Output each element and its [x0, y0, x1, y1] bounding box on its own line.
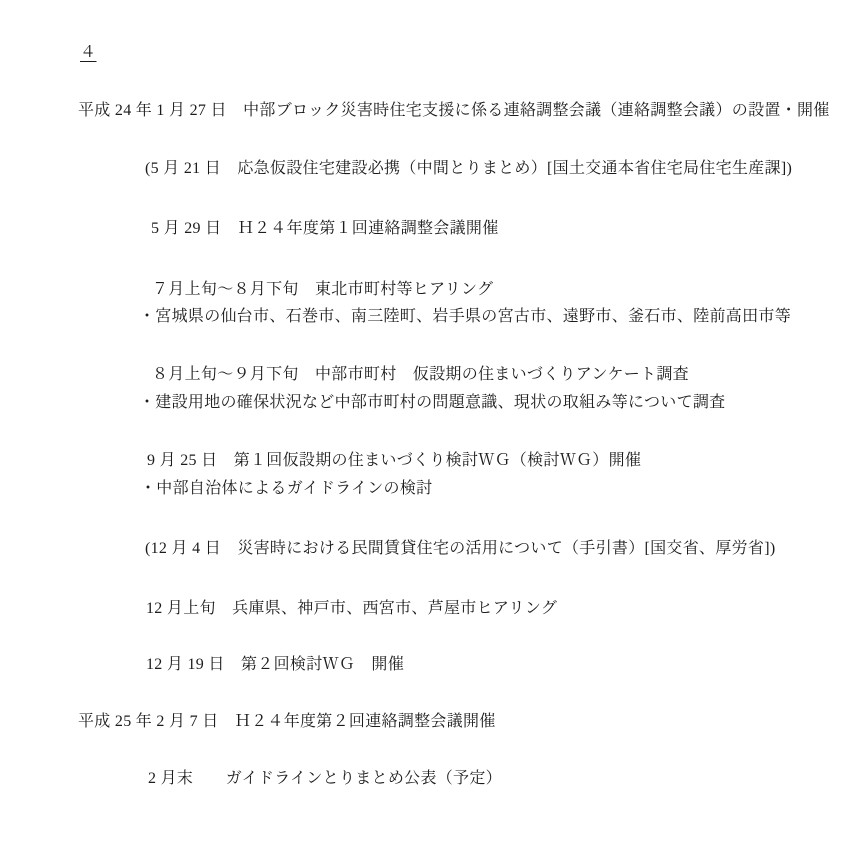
- timeline-entry: 9 月 25 日 第１回仮設期の住まいづくり検討ＷＧ（検討ＷＧ）開催: [147, 452, 642, 469]
- timeline-entry: 12 月上旬 兵庫県、神戸市、西宮市、芦屋市ヒアリング: [146, 600, 558, 617]
- timeline-note: (12 月 4 日 災害時における民間賃貸住宅の活用について（手引書）[国交省、厚労省]): [145, 540, 776, 557]
- timeline-entry: ７月上旬～８月下旬 東北市町村等ヒアリング: [152, 281, 494, 298]
- timeline-entry: 5 月 29 日 Ｈ２４年度第１回連絡調整会議開催: [151, 220, 499, 237]
- timeline-entry: 2 月末 ガイドラインとりまとめ公表（予定）: [148, 770, 502, 787]
- timeline-note: (5 月 21 日 応急仮設住宅建設必携（中間とりまとめ）[国土交通本省住宅局住宅生産課]): [145, 160, 793, 177]
- timeline-entry: 平成 25 年 2 月 7 日 Ｈ２４年度第２回連絡調整会議開催: [78, 713, 496, 730]
- timeline-entry: ８月上旬～９月下旬 中部市町村 仮設期の住まいづくりアンケート調査: [152, 366, 689, 383]
- timeline-bullet-item: ・中部自治体によるガイドラインの検討: [140, 480, 433, 497]
- timeline-entry: 12 月 19 日 第２回検討ＷＧ 開催: [146, 656, 405, 673]
- timeline-bullet-item: ・建設用地の確保状況など中部市町村の問題意識、現状の取組み等について調査: [139, 394, 726, 411]
- timeline-entry: 平成 24 年 1 月 27 日 中部ブロック災害時住宅支援に係る連絡調整会議（連絡調整会議）の設置・開催: [78, 102, 830, 119]
- timeline-bullet-item: ・宮城県の仙台市、石巻市、南三陸町、岩手県の宮古市、遠野市、釜石市、陸前高田市等: [139, 308, 792, 325]
- page-title: ４: [80, 44, 97, 61]
